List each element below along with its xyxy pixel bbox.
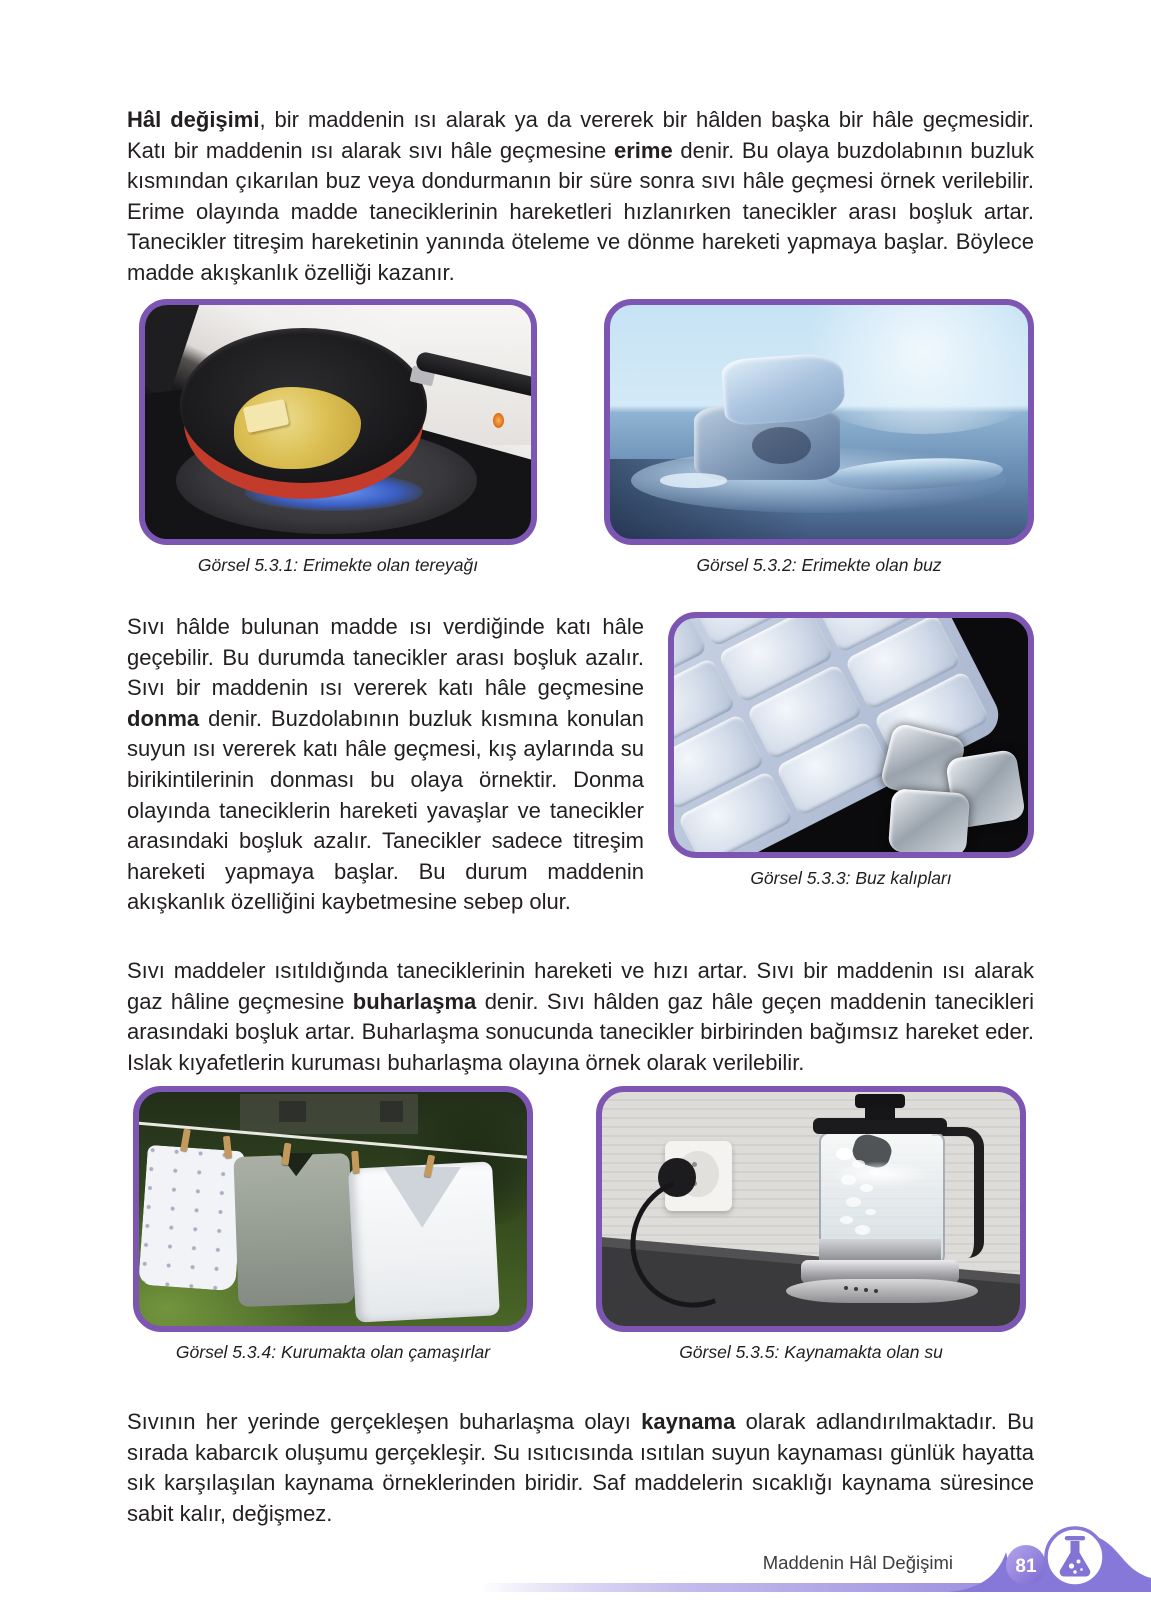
loose-ice-cube-shape [888,789,970,857]
figure-caption: Görsel 5.3.1: Erimekte olan tereyağı [197,555,479,575]
text-segment: Sıvı hâlde bulunan madde ısı verdiğinde katı hâle geçebilir. Bu durumda tanecikler arası boşluk azalır. Sıvı bir maddenin ısı vererek katı hâle geçmesine [127,614,644,701]
key-term: donma [127,705,200,731]
paragraph-donma [127,612,644,918]
bubbles-shape [836,1148,853,1160]
lid-knob-shape [855,1094,905,1108]
base-foot-shape [786,1279,978,1302]
text-segment: , bir maddenin ısı alarak ya da vererek bir hâlden başka bir hâle geçmesidir. Katı bir maddenin ısı alarak sıvı hâle geçmesine [127,107,1034,163]
figure-caption: Görsel 5.3.3: Buz kalıpları [750,868,952,888]
figure-caption: Görsel 5.3.5: Kaynamakta olan su [679,1342,943,1362]
ice-tray-photo [668,612,1034,858]
figure-caption: Görsel 5.3.4: Kurumakta olan çamaşırlar [175,1342,491,1362]
key-term: erime [613,137,673,163]
kettle-lid-shape [813,1118,947,1134]
melting-butter-photo [139,299,537,545]
figure-5-3-4 [133,1086,533,1363]
water-glint-shape [660,473,727,487]
key-term: buharlaşma [352,988,477,1014]
clothespin-shape [223,1136,232,1159]
ice-shadow-shape [752,427,811,464]
page-number: 81 [1015,1556,1037,1577]
figure-5-3-1 [139,299,537,576]
text-segment: olarak adlandırılmaktadır. Bu sırada kabarcık oluşumu gerçekleşir. Su ısıtıcısında ısıtılan suyun kaynaması günlük hayatta sık karşılaşılan kaynama örneklerinden biridir. Saf maddelerin sıcaklığı kaynama süresince sabit kalır, değişmez. [127,1409,1034,1526]
steel-band-shape [819,1239,940,1262]
text-segment: Sıvı maddeler ısıtıldığında taneciklerinin hareketi ve hızı artar. Sıvı bir maddenin ısı alarak gaz hâline geçmesine [127,958,1034,1014]
key-term: kaynama [641,1409,736,1434]
window-shape [380,1101,403,1122]
gray-shirt-shape [233,1153,355,1307]
lid-stem-shape [865,1106,894,1120]
figure-caption: Görsel 5.3.2: Erimekte olan buz [696,555,942,575]
paragraph-buharlasma [127,956,1034,1078]
text-segment: denir. Bu olaya buzdolabının buzluk kısmından çıkarılan buz veya dondurmanın bir süre sonra sıvı hâle geçmesi örnek verilebilir. Erime olayında madde taneciklerinin hareketleri hızlanırken tanecikler arası boşluk artar. Tanecikler titreşim hareketinin yanında öteleme ve dönme hareketi yapmaya başlar. Böylece madde akışkanlık özelliği kazanır. [127,137,1034,285]
clothespin-shape [352,1150,361,1172]
boiling-swirl-shape [832,1162,928,1185]
patterned-shirt-shape [138,1145,245,1292]
freezing-section [127,612,1034,918]
window-shape [279,1101,306,1122]
text-segment: Sıvının her yerinde gerçekleşen buharlaşma olayı [127,1409,642,1434]
text-segment: denir. Buzdolabının buzluk kısmına konulan suyun ısı vererek katı hâle geçmesi, kış aylarında su birikintilerinin donması bu olaya örnektir. Donma olayında taneciklerin hareketi yavaşlar ve tanecikler arasındaki boşluk azalır. Tanecikler sadece titreşim hareketi yapmaya başlar. Bu durum maddenin akışkanlık özelliğini kaybetmesine sebep olur. [127,705,644,915]
figure-row-melting [127,299,1034,576]
boiling-kettle-photo [596,1086,1026,1332]
figure-5-3-3 [668,612,1034,918]
text-segment: denir. Sıvı hâlden gaz hâle geçen maddenin tanecikleri arasındaki boşluk artar. Buharlaşma sonucunda tanecikler birbirinden bağımsız hareket eder. Islak kıyafetlerin kuruması buharlaşma olayına örnek olarak verilebilir. [127,988,1034,1075]
figure-5-3-5 [596,1086,1026,1363]
pilot-flame-shape [493,413,504,428]
melting-ice-photo [604,299,1034,545]
footer-section-title: Maddenin Hâl Değişimi [762,1552,953,1573]
figure-5-3-2 [604,299,1034,576]
drying-laundry-photo [133,1086,533,1332]
key-term: Hâl değişimi [127,107,260,132]
figure-row-evaporation [127,1086,1034,1363]
paragraph-hal-degisimi [127,105,1034,289]
footer-decoration [0,1504,1151,1624]
